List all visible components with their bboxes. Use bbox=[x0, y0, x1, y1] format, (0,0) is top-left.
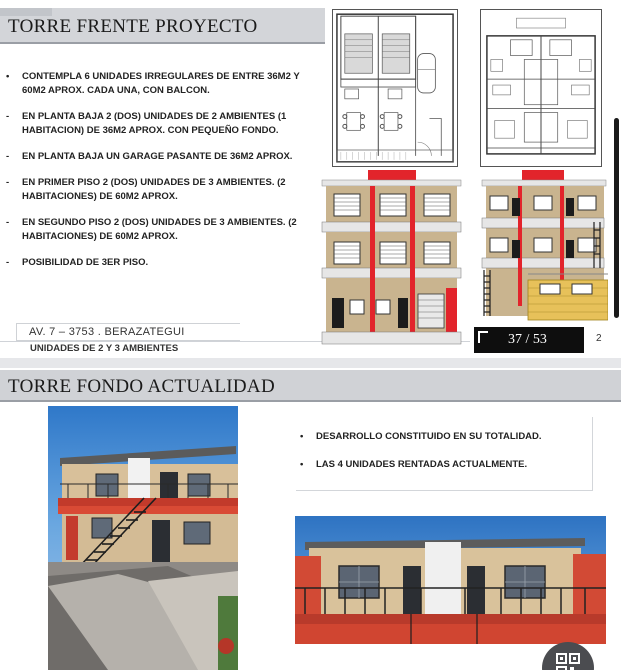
bullet-text: POSIBILIDAD DE 3ER PISO. bbox=[22, 257, 149, 268]
facade-elevation-front bbox=[320, 170, 463, 346]
page-counter: 37 / 53 bbox=[508, 332, 547, 347]
bullet-mark: - bbox=[6, 177, 10, 188]
bullet-text: DESARROLLO CONSTITUIDO EN SU TOTALIDAD. bbox=[316, 431, 542, 442]
building-photo-front-image bbox=[295, 516, 606, 644]
bullet-item bbox=[6, 176, 311, 204]
bullet-text: EN PRIMER PISO 2 (DOS) UNIDADES DE 3 AMBIENTES. (2 HABITACIONES) DE 60M2 APROX. bbox=[22, 177, 286, 202]
slide-title: TORRE FONDO ACTUALIDAD bbox=[8, 376, 275, 397]
page-counter-box bbox=[474, 327, 584, 353]
bullet-item bbox=[6, 150, 311, 164]
bullet-mark: - bbox=[6, 151, 10, 162]
bullet-item bbox=[300, 430, 590, 444]
status-bullet-list bbox=[300, 430, 590, 486]
slide-title-bar bbox=[0, 8, 325, 44]
corner-mark-icon bbox=[478, 331, 488, 343]
bullet-mark: - bbox=[6, 111, 10, 122]
bullet-mark: - bbox=[6, 257, 10, 268]
bullet-text: EN SEGUNDO PISO 2 (DOS) UNIDADES DE 3 AMBIENTES. (2 HABITACIONES) DE 60M2 APROX. bbox=[22, 217, 297, 242]
building-photo-side bbox=[48, 406, 238, 670]
building-photo-front bbox=[295, 516, 606, 644]
slide-torre-fondo bbox=[0, 368, 621, 670]
bullet-text: CONTEMPLA 6 UNIDADES IRREGULARES DE ENTRE 36M2 Y 60M2 APROX. CADA UNA, CON BALCON. bbox=[22, 71, 300, 96]
facade-elevation-rear bbox=[480, 170, 608, 326]
bullet-text: EN PLANTA BAJA 2 (DOS) UNIDADES DE 2 AMBIENTES (1 HABITACION) DE 36M2 APROX. CON PEQUEÑO FONDO. bbox=[22, 111, 287, 136]
title-tab bbox=[0, 8, 52, 16]
bullet-item bbox=[6, 216, 311, 244]
floor-plan-ground bbox=[332, 9, 458, 167]
building-photo-side-image bbox=[48, 406, 238, 670]
bullet-item bbox=[300, 458, 590, 472]
bullet-text: EN PLANTA BAJA UN GARAGE PASANTE DE 36M2 APROX. bbox=[22, 151, 293, 162]
project-bullet-list bbox=[6, 70, 311, 282]
qr-code-icon bbox=[556, 653, 580, 670]
bullet-mark: • bbox=[6, 71, 10, 82]
bullet-mark: • bbox=[300, 431, 304, 442]
page-number: 2 bbox=[596, 333, 602, 344]
bullet-item bbox=[6, 256, 311, 270]
units-subtitle: UNIDADES DE 2 Y 3 AMBIENTES bbox=[30, 343, 179, 354]
bullet-text: LAS 4 UNIDADES RENTADAS ACTUALMENTE. bbox=[316, 459, 528, 470]
slide-title-bar bbox=[0, 370, 621, 402]
address-box bbox=[16, 323, 240, 341]
address-text: AV. 7 – 3753 . BERAZATEGUI bbox=[29, 326, 185, 338]
bullet-mark: • bbox=[300, 459, 304, 470]
bullet-mark: - bbox=[6, 217, 10, 228]
bullet-item bbox=[6, 70, 311, 98]
scrollbar-thumb[interactable] bbox=[614, 118, 619, 318]
slide-title: TORRE FRENTE PROYECTO bbox=[8, 16, 258, 37]
bullet-item bbox=[6, 110, 311, 138]
floor-plan-upper bbox=[480, 9, 602, 167]
